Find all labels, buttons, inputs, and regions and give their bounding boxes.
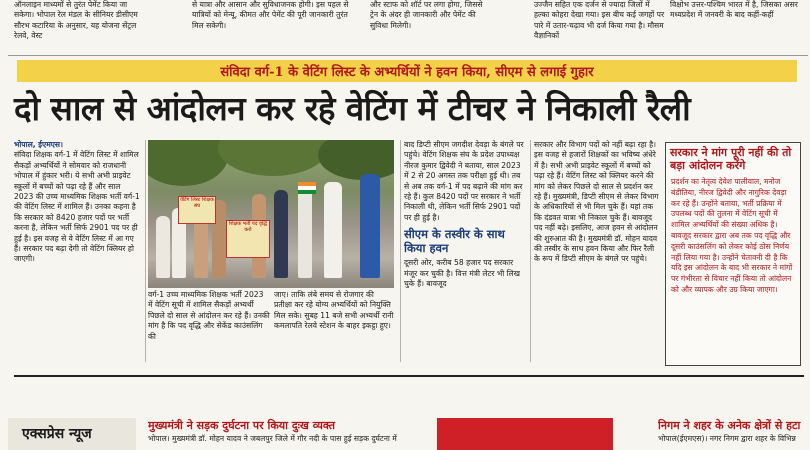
tree-shape [218,140,328,176]
person-figure [274,190,288,278]
section-subhead: सीएम के तस्वीर के साथ किया हवन [404,227,505,256]
top-story-col-5: विक्षोभ उत्तर-पश्चिम भारत में है, जिसका असर मध्यप्रदेश में जनवरी के बाद कहीं-कहीं [670,0,798,20]
article-col-5: सरकार और विभाग पदों को नहीं बढ़ा रहा है। इस वजह से हजारों शिक्षकों का भविष्य अंधेरे में है। सभी अभी प्राइवेट स्कूलों में बच्चों को पढ़ा रहे हैं। वेटिंग लिस्ट को क्लियर करने की मांग को लेकर पिछले दो साल से प्रदर्शन कर रहे हैं। मुख्यमंत्री, डिप्टी सीएम से लेकर विभाग के अधिकारियों से भी मिल चुके हैं। यहां तक कि दंडवत यात्रा भी निकाल चुके हैं। बावजूद पद नहीं बढ़े। इसलिए, आज हवन से आंदोलन की शुरुआत की है। मुख्यमंत्री डॉ. मोहन यादव की तस्वीर के साथ हवन किया और फिर रैली के रूप में डिप्टी सीएम के बंगले पर पहुंचे। [534,140,659,264]
dateline: भोपाल, ईएमएस। [14,140,63,149]
person-figure [324,182,342,278]
article-text-1: संविदा शिक्षक वर्ग-1 में वेटिंग लिस्ट में शामिल सैकड़ों अभ्यर्थियों ने सोमवार को राजधानी भोपाल में हुंकार भरी। ये सभी अभी प्राइवेट स्कूलों में बच्चों को पढ़ा रहे हैं और साल 2023 की उच्च माध्यमिक शिक्षक भर्ती वर्ग-1 की वेटिंग लिस्ट में शामिल हैं। उनका कहना है कि सरकार को 8420 हजार पदों पर भर्ती करना है, लेकिन भर्ती सिर्फ 2901 पद पर ही हुई है। इस वजह से वे वेटिंग लिस्ट में आ गए हैं। सरकार पद बढ़ा देगी तो वेटिंग क्लियर हो जाएगी। [14,150,140,264]
express-news-label: एक्सप्रेस न्यूज [22,426,92,442]
section-divider [14,375,804,377]
sidebar-text: प्रदर्शन का नेतृत्व देवेश पालीवाल, मनोज बंडीतिया, नीरज द्विवेदी और नागुरिक देवड़ा कर रहे हैं। उन्होंने बताया, भर्ती प्रक्रिया में उपलब्ध पदों की तुलना में वेटिंग सूची में शामिल अभ्यर्थियों की संख्या अधिक है। बावजूद सरकार द्वारा अब तक पद वृद्धि और दूसरी काउंसलिंग को लेकर कोई ठोस निर्णय नहीं लिया गया है। उन्होंने चेतावनी दी है कि यदि इस आंदोलन के बाद भी सरकार ने मांगों पर गंभीरता से विचार नहीं किया तो आंदोलन को और व्यापक और उग्र किया जाएगा। [671,177,793,294]
article-text-4b: दूसरी ओर, करीब 58 हजार पद सरकार मंजूर कर चुकी है। वित्त मंत्री लेटर भी लिख चुके हैं। बावजूद [404,258,520,289]
sidebar-title: सरकार ने मांग पूरी नहीं की तो बड़ा आंदोलन करेंगे [670,146,792,172]
article-col-2: वर्ग-1 उच्च माध्यमिक शिक्षक भर्ती 2023 में वेटिंग सूची में शामिल सैकड़ों अभ्यर्थी पिछले दो साल से आंदोलन कर रहे हैं। उनकी मांग है कि पद वृद्धि और सेकेंड काउंसलिंग की [148,290,270,341]
rally-photo [148,140,394,288]
tree-shape [148,140,228,186]
protest-placard: शिक्षक भर्ती पद वृद्धि करो [226,220,270,258]
protest-placard: वेटिंग लिस्ट शिक्षक संघ [178,196,216,224]
bottom-story-text-2: भोपाल(ईएमएस)। नगर निगम द्वारा शहर के विभिन्न [658,434,796,443]
article-col-3: जाए। ताकि लंबे समय से रोजगार की प्रतीक्षा कर रहे योग्य अभ्यर्थियों को नियुक्ति मिल सके। सुबह 11 बजे सभी अभ्यर्थी रानी कमलापति रेलवे स्टेशन के बाहर इकट्ठा हुए। [274,290,394,331]
article-col-4 [404,140,526,362]
express-news-label-box [8,418,136,450]
bottom-story-headline-1: मुख्यमंत्री ने सड़क दुर्घटना पर किया दुःख व्यक्त [148,419,336,432]
article-col-1 [14,140,142,362]
kicker-banner [17,60,797,82]
article-text-4a: बाद डिप्टी सीएम जगदीश देवड़ा के बंगले पर पहुंचे। वेटिंग शिक्षक संघ के प्रदेश उपाध्यक्ष नीरज कुमार द्विवेदी ने बताया, साल 2023 में 2 से 20 अगस्त तक परीक्षा हुई थी। तब से अब तक वर्ग-1 में पद बढ़ाने की मांग कर रहे हैं। कुल 8420 पदों पर सरकार ने भर्ती निकाली थी, लेकिन भर्ती सिर्फ 2901 पदों पर ही हुई है। [404,140,524,222]
top-story-col-1: ऑनलाइन माध्यमों से तुरंत पेमेंट किया जा सकेगा। भोपाल रेल मंडल के सीनियर डीसीएम सौरभ कटारिया के अनुसार, यह योजना सेंट्रल रेलवे, वेस्ट [14,0,138,41]
top-divider [8,55,808,56]
red-ad-box [437,418,613,450]
flag-icon [298,182,316,194]
col-divider [530,140,531,362]
top-story-col-2: से यात्रा और आसान और सुविधाजनक होगी। इस पहल से यात्रियों को मेन्यू, कीमत और पेमेंट की पूरी जानकारी तुरंत मिल सकेगी। [192,0,349,30]
bottom-story-headline-2: निगम ने शहर के अनेक क्षेत्रों से हटा [658,419,801,432]
col-divider [145,140,146,362]
bottom-story-text-1: भोपाल। मुख्यमंत्री डॉ. मोहन यादव ने जबलपुर जिले में गौर नदी के पास हुई सड़क दुर्घटना में [148,434,397,443]
person-figure [360,174,380,278]
top-story-col-4: उज्जैन सहित एक दर्जन से ज्यादा जिलों में हल्का कोहरा देखा गया। इस बीच कई जगहों पर पारे में उतार-चढ़ाव भी दर्ज किया गया है। मौसम वैज्ञानिकों [534,0,665,41]
main-headline: दो साल से आंदोलन कर रहे वेटिंग में टीचर ने निकाली रैली [14,89,691,128]
tree-shape [318,140,394,180]
person-figure [298,186,312,278]
kicker-text: संविदा वर्ग-1 के वेटिंग लिस्ट के अभ्यर्थियों ने हवन किया, सीएम से लगाई गुहार [220,65,594,80]
top-story-col-3: और स्टाफ को शॉर्ट पर लगा होगा, जिससे ट्रेन के अंदर ही जानकारी और पेमेंट की सुविधा मिलेगी। [370,0,483,30]
sidebar-box [665,142,801,366]
person-figure [156,216,170,278]
col-divider [400,140,401,362]
